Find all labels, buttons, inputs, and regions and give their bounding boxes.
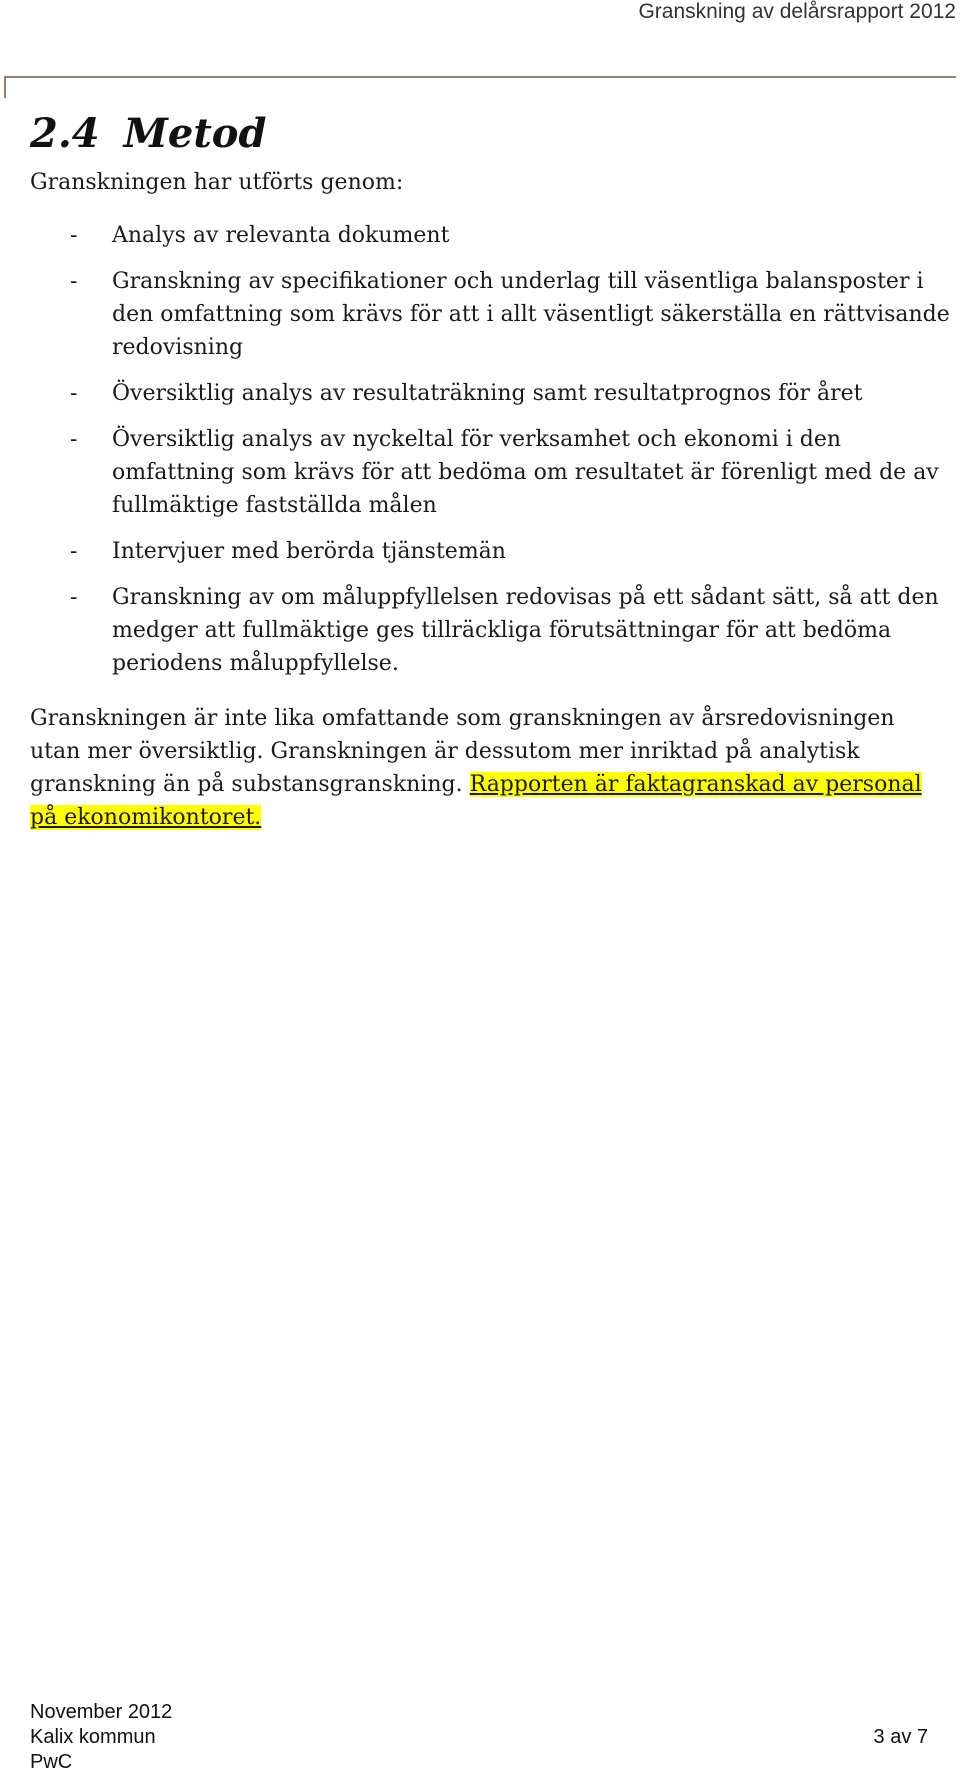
header-rule (4, 76, 956, 78)
list-dash: - (70, 427, 78, 452)
footer-company: PwC (30, 1751, 73, 1773)
list-item (30, 265, 950, 364)
header-rule-tick (4, 76, 6, 98)
footer-row (30, 1725, 958, 1750)
list-item-text: Intervjuer med berörda tjänstemän (112, 539, 506, 564)
method-list (30, 219, 950, 680)
list-item-text: Översiktlig analys av nyckeltal för verksamhet och ekonomi i den omfattning som krävs för att bedöma om resultatet är förenligt med de av fullmäktige fastställda målen (112, 427, 939, 518)
list-item (30, 535, 950, 568)
list-dash: - (70, 539, 78, 564)
list-item-text: Analys av relevanta dokument (112, 223, 450, 248)
list-dash: - (70, 585, 78, 610)
list-item-text: Granskning av om måluppfyllelsen redovisas på ett sådant sätt, så att den medger att fullmäktige ges tillräckliga förutsättningar för att bedöma periodens måluppfyllelse. (112, 585, 939, 676)
list-item (30, 423, 950, 522)
list-item (30, 581, 950, 680)
highlighted-text: Rapporten är faktagranskad av personal på ekonomikontoret. (30, 772, 922, 830)
list-item (30, 377, 950, 410)
list-item (30, 219, 950, 252)
section-heading (30, 106, 950, 162)
list-dash: - (70, 269, 78, 294)
intro-text: Granskningen har utförts genom: (30, 170, 404, 195)
page-footer (30, 1700, 958, 1775)
summary-text: Granskningen är inte lika omfattande som granskningen av årsredovisningen utan mer översiktlig. Granskningen är dessutom mer inriktad på analytisk granskning än på substansgranskning. (30, 706, 895, 797)
running-header: Granskning av delårsrapport 2012 (638, 0, 956, 23)
footer-date: November 2012 (30, 1701, 173, 1723)
list-item-text: Översiktlig analys av resultaträkning samt resultatprognos för året (112, 381, 863, 406)
summary-paragraph (30, 702, 950, 834)
footer-organization: Kalix kommun (30, 1726, 156, 1748)
list-item-text: Granskning av specifikationer och underlag till väsentliga balansposter i den omfattning som krävs för att i allt väsentligt säkerställa en rättvisande redovisning (112, 269, 950, 360)
list-dash: - (70, 381, 78, 406)
section-number: 2.4 (30, 110, 100, 157)
page-content (30, 106, 950, 834)
page-number: 3 av 7 (873, 1726, 928, 1748)
list-dash: - (70, 223, 78, 248)
section-title: Metod (123, 110, 267, 157)
